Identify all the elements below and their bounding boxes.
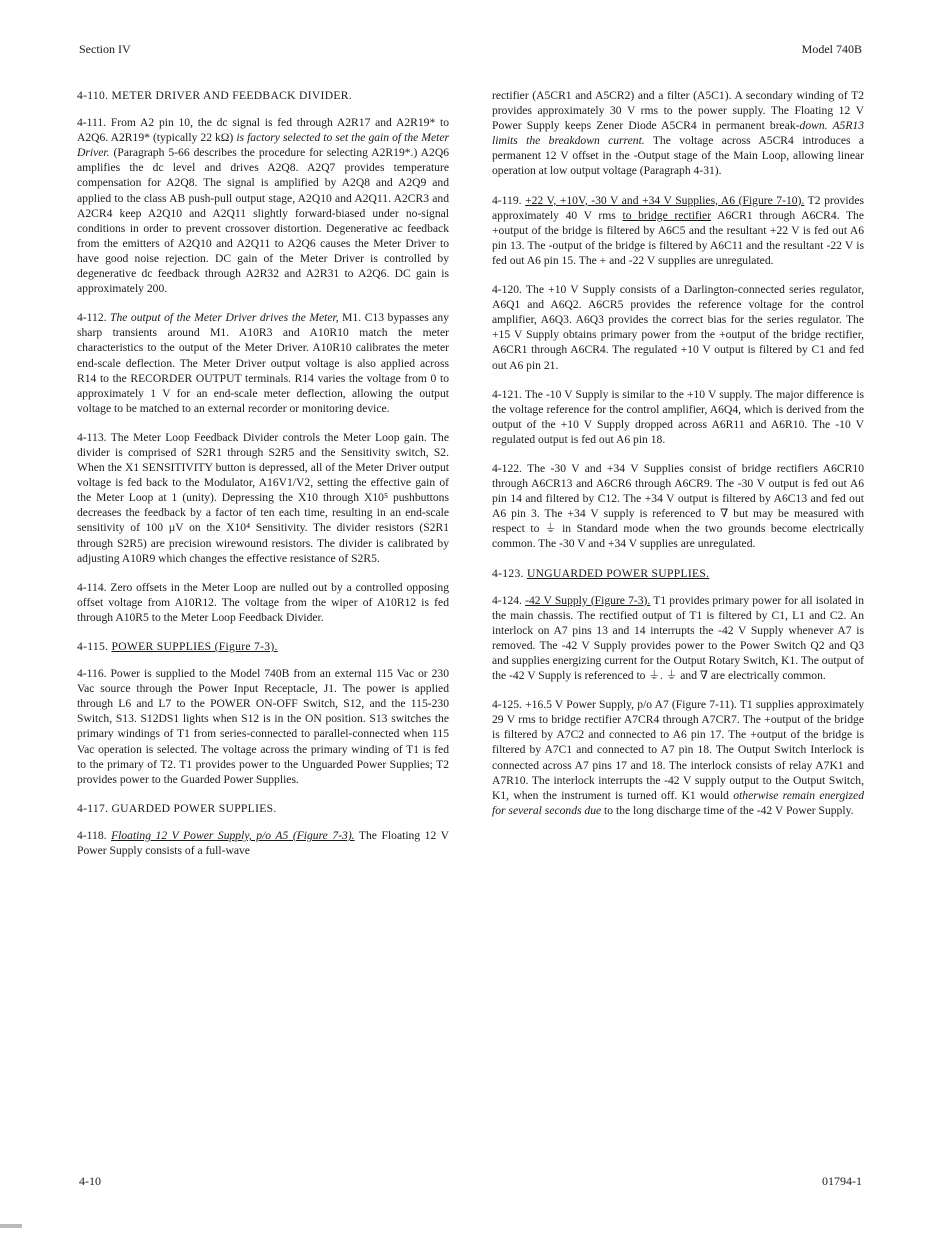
paragraph <box>492 193 864 268</box>
text-run: 4-112. <box>77 311 111 325</box>
text-run: 4-118. <box>77 828 112 842</box>
text-run: 4-122. The -30 V and +34 V Supplies consist of bridge rectifiers A6CR10 through A6CR13 and A6CR6 through A6CR9. The -30 V output is fed out A6 pin 14 and filtered by C12. The +34 V output is filtered by A6C13 and fed out A6 pin 3. The +34 V supply is referenced to ∇ but may be measured with respect to ⏚ in Standard mode when the two grounds become electrically common. The -30 V and +34 V supplies are unregulated. <box>492 461 864 551</box>
text-run: otherwise remain energized for several seconds due <box>492 788 864 817</box>
text-run: T2 provides approximately 40 V rms <box>492 193 864 222</box>
left-column <box>77 88 449 872</box>
paragraph <box>77 115 449 296</box>
text-run: 4-123. <box>492 566 527 580</box>
section-heading: 4-110. METER DRIVER AND FEEDBACK DIVIDER. <box>77 89 352 102</box>
paragraph <box>77 580 449 625</box>
paragraph <box>492 697 864 818</box>
right-column <box>492 88 864 832</box>
text-run: A6CR1 through A6CR4. The +output of the bridge is filtered by A6C5 and the resultant +22 V is fed out A6 pin 13. The -output of the bridge is filtered by A6C11 and the resultant -22 V is fed out A6 pin 15. The + and -22 V supplies are unregulated. <box>492 208 864 267</box>
text-run: Floating 12 V Power Supply, p/o A5 (Figure 7-3). <box>111 828 355 842</box>
paragraph <box>492 387 864 447</box>
text-run: +22 V, +10V, -30 V and +34 V Supplies, A6 (Figure 7-10). <box>525 193 805 207</box>
paragraph <box>77 666 449 787</box>
section-heading <box>77 639 449 654</box>
text-run: 4-120. The +10 V Supply consists of a Darlington-connected series regulator, A6Q1 and A6Q2. A6CR5 provides the reference voltage for the control amplifier, A6Q3. A6Q3 provides the correct bias for the series regulator. The +15 V Supply obtains primary power from the +output of the bridge rectifier, A6CR1 through A6CR4. The regulated +10 V output is filtered by C1 and fed out A6 pin 21. <box>492 283 864 372</box>
model-header: Model 740B <box>801 42 862 56</box>
section-header: Section IV <box>79 42 131 56</box>
text-run: T1 provides primary power for all isolated in the main chassis. The rectified output of T1 is filtered by C1, L1 and C2. An interlock on A7 pins 13 and 14 interrupts the -42 V Supply whenever A7 is removed. The -42 V Supply provides power to the Power Switch Q2 and Q3 and supplies energizing current for the Output Rotary Switch, K1. The output of the -42 V Supply is referenced to ⏚. ⏚ and ∇ are electrically common. <box>492 593 864 683</box>
text-run: rectifier (A5CR1 and A5CR2) and a filter (A5C1). A secondary winding of T2 provides approximately 30 V rms to the power supply. The Floating 12 V Power Supply keeps Zener Diode A5CR4 in permanent break- <box>492 89 864 133</box>
text-run: The output of the Meter Driver drives the Meter, <box>110 311 339 325</box>
paragraph <box>492 282 864 373</box>
paragraph <box>492 593 864 684</box>
text-run: 4-111. From A2 pin 10, the dc signal is fed through A2R17 and A2R19* to A2Q6. A2R19* (typically 22 kΩ) <box>77 116 449 145</box>
section-heading <box>492 566 864 581</box>
paragraph <box>77 310 449 416</box>
text-run: M1. C13 bypasses any sharp transients around M1. A10R3 and A10R10 match the meter characteristics to the output of the Meter Driver. A10R10 calibrates the meter end-scale deflection. The Meter Driver output voltage is also applied across R14 to the RECORDER OUTPUT terminals. R14 varies the voltage from 0 to approximately 1 V for an end-scale meter deflection, allowing the output voltage to be matched to an external recorder or monitoring device. <box>77 311 449 415</box>
text-run: 4-121. The -10 V Supply is similar to the +10 V supply. The major difference is the voltage reference for the control amplifier, A6Q4, which is derived from the output of the +10 V Supply dropped across A6R11 and A6R10. The -10 V regulated output is fed out A6 pin 18. <box>492 387 864 446</box>
text-run: to the long discharge time of the -42 V Power Supply. <box>601 803 854 817</box>
text-run: is factory selected to set the gain of the Meter Driver. <box>77 131 450 160</box>
text-run: The voltage across A5CR4 introduces a permanent 12 V offset in the -Output stage of the Main Loop, allowing linear operation at low output voltage (Paragraph 4-31). <box>492 134 864 178</box>
text-run: -42 V Supply (Figure 7-3). <box>525 593 651 607</box>
section-heading: 4-117. GUARDED POWER SUPPLIES. <box>77 801 277 815</box>
text-run: 4-119. <box>492 193 526 207</box>
paragraph <box>492 461 864 552</box>
text-run: 4-114. Zero offsets in the Meter Loop are nulled out by a controlled opposing offset voltage from A10R12. The voltage from the wiper of A10R12 is fed through A10R5 to the Meter Loop Feedback Divider. <box>77 580 449 624</box>
text-run: 4-115. <box>77 640 112 653</box>
text-run: 4-124. <box>492 593 526 607</box>
text-run: 4-116. Power is supplied to the Model 740B from an external 115 Vac or 230 Vac source through the Power Input Receptacle, J1. The power is applied through L6 and L7 to the POWER ON-OFF Switch, S12, and the 115-230 Switch, S13. S12DS1 lights when S12 is in the ON position. S13 switches the primary windings of T1 from series-connected to parallel-connected when 115 Vac operation is selected. The voltage across the primary winding of T1 is fed to the primary of T2. T1 provides power to the Unguarded Power Supplies; T2 provides power to the Guarded Power Supplies. <box>77 667 449 786</box>
scan-mark <box>0 1224 22 1228</box>
text-run: 4-125. +16.5 V Power Supply, p/o A7 (Figure 7-11). T1 supplies approximately 29 V rms to bridge rectifier A7CR4 through A7CR7. The +output of the bridge is filtered by A7C2 and connected to A6 pin 17. The +output of the bridge is filtered by A7C1 and connected to A7 pin 18. The Output Switch Interlock is connected across A7 pins 17 and 18. The interlock consists of relay A7K1 and A7R10. The interlock interrupts the -42 V supply output to the Output Switch, K1, when the instrument is turned off. K1 would <box>492 698 864 802</box>
text-run: 4-113. The Meter Loop Feedback Divider controls the Meter Loop gain. The divider is comprised of S2R1 through S2R5 and the Sensitivity switch, S2. When the X1 SENSITIVITY button is depressed, all of the Meter Driver output voltage is fed back to the Modulator, A16V1/V2, setting the effective gain of the Meter Loop at 1 (unity). Depressing the X10 through X10⁵ pushbuttons decreases the feedback by a factor of ten each time, resulting in an end-scale sensitivity of 100 µV on the X10⁴ Sensitivity. The divider resistors (S2R1 through S2R5) are precision wirewound resistors. The divider is calibrated by adjusting A10R9 which changes the effective resistance of S2R5. <box>77 430 449 565</box>
paragraph <box>77 828 449 858</box>
paragraph <box>77 430 449 566</box>
text-run: The Floating 12 V Power Supply consists of a full-wave <box>77 828 449 858</box>
text-run: UNGUARDED POWER SUPPLIES. <box>526 566 710 580</box>
text-run: POWER SUPPLIES (Figure 7-3). <box>111 640 278 653</box>
page-number: 4-10 <box>79 1174 101 1188</box>
text-run: (Paragraph 5-66 describes the procedure for selecting A2R19*.) A2Q6 amplifies the dc level and drives A2Q8. A2Q7 provides temperature compensation for A2Q8. The signal is amplified by A2Q8 and A2Q9 and applied to the class AB push-pull output stage, A2Q10 and A2Q11. A2CR3 and A2CR4 keep A2Q10 and A2Q11 slightly forward-biased under no-signal conditions in order to prevent crossover distortion. Degenerative ac feedback from the emitters of A2Q10 and A2Q11 to A2Q6 causes the Meter Driver to have good noise rejection. DC gain of the Meter Driver is controlled by degenerative dc feedback through A2R32 and A2R31 to A2Q6. DC gain is approximately 200. <box>77 146 449 296</box>
paragraph <box>492 88 864 179</box>
document-number: 01794-1 <box>822 1174 862 1188</box>
text-run: down. A5R13 limits the breakdown current. <box>492 119 864 148</box>
text-run: to bridge rectifier <box>622 208 712 222</box>
